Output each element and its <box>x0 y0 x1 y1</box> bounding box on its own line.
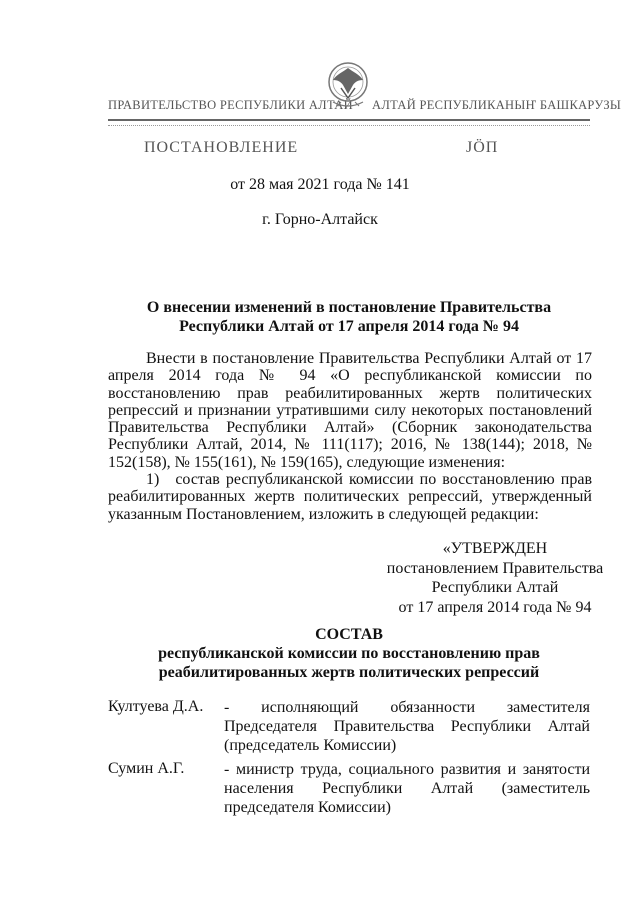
document-body <box>108 350 592 523</box>
header-rule-dotted <box>108 125 590 126</box>
header-left-text: ПРАВИТЕЛЬСТВО РЕСПУБЛИКИ АЛТАЙ <box>108 98 353 112</box>
approved-line-1: «УТВЕРЖДЕН <box>442 540 548 557</box>
header-right-text: АЛТАЙ РЕСПУБЛИКАНЫҤ БАШКАРУЗЫ <box>372 98 622 112</box>
approved-line-4: от 17 апреля 2014 года № 94 <box>398 598 592 616</box>
approved-line-2: постановлением Правительства <box>386 559 604 577</box>
composition-heading-block <box>108 625 590 682</box>
doc-type-right: ЈӦП <box>466 139 499 156</box>
document-title: О внесении изменений в постановление Правительства Республики Алтай от 17 апреля 2014 года № 94 <box>146 299 552 335</box>
body-paragraph: Внести в постановление Правительства Республики Алтай от 17 апреля 2014 года № 94 «О республиканской комиссии по восстановлению прав реабилитированных жертв политических репрессий и признании утратившими силу некоторых постановлений Правительства Республики Алтай» (Сборник законодательства Республики Алтай, 2014, № 111(117); 2016, № 138(144); 2018, № 152(158), № 155(161), № 159(165), следующие изменения: <box>108 350 592 471</box>
approved-line-3: Республики Алтай <box>431 579 559 596</box>
member-name: Култуева Д.А. <box>108 698 204 715</box>
member-name: Сумин А.Г. <box>108 760 185 777</box>
composition-subheading: республиканской комиссии по восстановлению прав реабилитированных жертв политических репрессий <box>158 645 540 681</box>
date-line: от 28 мая 2021 года № 141 <box>230 176 410 193</box>
member-role: - министр труда, социального развития и занятости населения Республики Алтай (заместитель председателя Комиссии) <box>224 761 590 816</box>
body-list-item: 1) состав республиканской комиссии по восстановлению прав реабилитированных жертв политических репрессий, утвержденный указанным Постановлением, изложить в следующей редакции: <box>108 471 592 523</box>
member-role: - исполняющий обязанности заместителя Председателя Правительства Республики Алтай (председатель Комиссии) <box>224 699 590 754</box>
composition-heading: СОСТАВ <box>315 626 383 643</box>
coat-of-arms-icon <box>323 58 373 118</box>
header-rule <box>108 119 590 121</box>
city-line: г. Горно-Алтайск <box>262 211 378 228</box>
approval-stamp-block <box>360 539 630 617</box>
doc-type-left: ПОСТАНОВЛЕНИЕ <box>144 139 299 156</box>
